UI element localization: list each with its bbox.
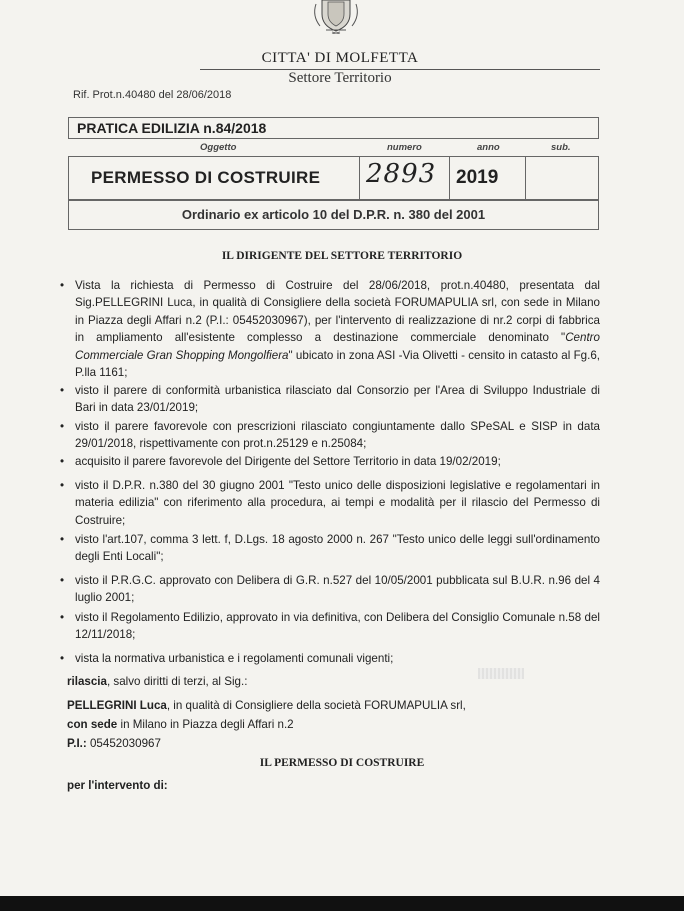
ordinario-text: Ordinario ex articolo 10 del D.P.R. n. 380 del 2001	[181, 207, 486, 222]
sector-name: Settore Territorio	[288, 70, 392, 86]
bullet-text: visto il parere di conformità urbanistica rilasciato dal Consorzio per l'Area di Sviluppo Industriale di Bari in data 23/01/2019;	[75, 384, 600, 415]
dirigente-heading: IL DIRIGENTE DEL SETTORE TERRITORIO	[221, 250, 463, 262]
permit-number-cell	[359, 157, 449, 199]
intervento-line: per l'intervento di:	[67, 779, 168, 792]
pratica-box	[68, 117, 599, 139]
bullet-marker: •	[60, 652, 65, 665]
bullet-marker: •	[60, 574, 65, 587]
bullet-marker: •	[60, 279, 65, 292]
bullet-marker: •	[60, 533, 65, 546]
permit-number-handwritten: 2893	[366, 159, 437, 189]
permit-year-cell	[449, 157, 525, 199]
header-oggetto: Oggetto	[200, 142, 237, 153]
bullet-item	[60, 477, 600, 529]
faint-stamp-mark	[478, 668, 524, 679]
header-anno: anno	[477, 142, 500, 153]
bullet-text: Vista la richiesta di Permesso di Costruire del 28/06/2018, prot.n.40480, presentata dal Sig.PELLEGRINI Luca, in qualità di Consigliere della società FORUMAPULIA srl, con sede in Milano in Piazza degli Affari n.2 (P.I.: 05452030967), per l'intervento di realizzazione di nr.2 corpi di fabbrica in ampliamento all'esistente complesso a destinazione commerciale denominato "Centro Commerciale Gran Shopping Mongolfiera" ubicato in zona ASI -Via Olivetti - censito in catasto al Fg.6, P.lla 1161;	[75, 279, 600, 380]
permesso-heading: IL PERMESSO DI COSTRUIRE	[259, 757, 425, 769]
bullet-text: acquisito il parere favorevole del Dirigente del Settore Territorio in data 19/02/2019;	[75, 455, 501, 468]
applicant-sede-line: con sede in Milano in Piazza degli Affari n.2	[67, 718, 294, 731]
bullet-text: vista la normativa urbanistica e i regolamenti comunali vigenti;	[75, 652, 394, 665]
bullet-item	[60, 277, 600, 381]
bullet-text: visto il D.P.R. n.380 del 30 giugno 2001 "Testo unico delle disposizioni legislative e regolamentari in materia edilizia" con riferimento alla procedura, ai tempi e modalità per il rilascio del Permesso di Costruire;	[75, 479, 600, 527]
applicant-pi-line: P.I.: 05452030967	[67, 737, 161, 750]
bullet-text: visto il P.R.G.C. approvato con Delibera di G.R. n.527 del 10/05/2001 pubblicata sul B.U.R. n.96 del 4 luglio 2001;	[75, 574, 600, 605]
header-numero: numero	[387, 142, 422, 153]
bullet-marker: •	[60, 479, 65, 492]
bullet-text: visto il Regolamento Edilizio, approvato in via definitiva, con Delibera del Consiglio Comunale n.58 del 12/11/2018;	[75, 611, 600, 642]
bullet-item	[60, 650, 600, 667]
bullet-item	[60, 382, 600, 417]
bullet-text: visto il parere favorevole con prescrizioni rilasciato congiuntamente dallo SPeSAL e SISP in data 29/01/2018, rispettivamente con prot.n.25129 e n.25084;	[75, 420, 600, 451]
bullet-marker: •	[60, 420, 65, 433]
ordinario-box	[68, 200, 599, 230]
bullet-item	[60, 572, 600, 607]
applicant-name-line: PELLEGRINI Luca, in qualità di Consigliere della società FORUMAPULIA srl,	[67, 699, 466, 712]
permit-year: 2019	[456, 167, 499, 188]
screen-bottom-bar	[0, 896, 684, 911]
bullet-item	[60, 609, 600, 644]
bullet-text: visto l'art.107, comma 3 lett. f, D.Lgs. 18 agosto 2000 n. 267 "Testo unico delle leggi sull'ordinamento degli Enti Locali";	[75, 533, 600, 564]
permit-sub-cell	[525, 157, 600, 199]
bullet-item	[60, 453, 600, 470]
permit-title: PERMESSO DI COSTRUIRE	[91, 168, 321, 187]
permit-table	[68, 156, 599, 200]
bullet-item	[60, 418, 600, 453]
protocol-reference: Rif. Prot.n.40480 del 28/06/2018	[73, 89, 232, 101]
pratica-label: PRATICA EDILIZIA n.84/2018	[77, 120, 267, 136]
rilascia-line: rilascia, salvo diritti di terzi, al Sig.:	[67, 675, 248, 688]
city-name: CITTA' DI MOLFETTA	[261, 50, 419, 66]
bullet-marker: •	[60, 611, 65, 624]
bullet-item	[60, 531, 600, 566]
coat-of-arms-crest-icon	[306, 0, 366, 34]
header-sub: sub.	[551, 142, 571, 153]
bullet-marker: •	[60, 455, 65, 468]
bullet-marker: •	[60, 384, 65, 397]
